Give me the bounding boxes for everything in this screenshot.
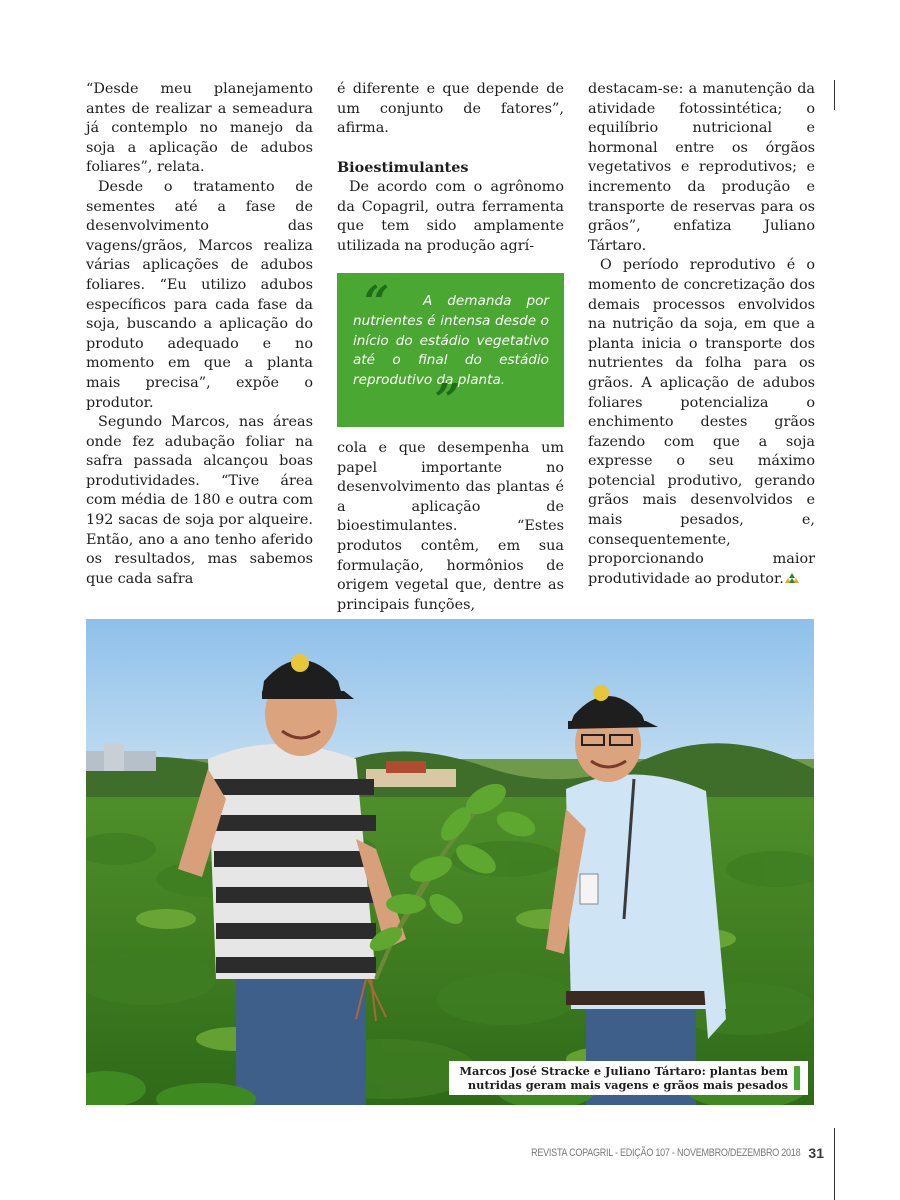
paragraph: De acordo com o agrônomo da Copagril, outra ferramenta que tem sido amplamente utilizada na produção agrí- [337,178,564,254]
magazine-issue-label: REVISTA COPAGRIL - EDIÇÃO 107 - NOVEMBRO/DEZEMBRO 2018 [531,1147,801,1159]
section-subheading: Bioestimulantes [337,159,469,177]
paragraph: Segundo Marcos, nas áreas onde fez adubação foliar na safra passada alcançou boas produtividades. “Tive área com média de 180 e outra com 192 sacas de soja por alqueire. Então, ano a ano tenho aferido os resultados, mas sabemos que cada safra [86,414,313,587]
photo-caption [449,1061,808,1095]
article-column-3 [588,80,815,589]
column-rule [834,80,835,110]
paragraph-final [588,256,815,589]
quote-close-icon: ” [434,375,460,426]
photo-illustration [86,619,814,1105]
paragraph: é diferente e que depende de um conjunto de fatores”, afirma. [337,81,564,137]
copagril-logo-icon [785,572,799,584]
paragraph: cola e que desempenha um papel importante no desenvolvimento das plantas é a aplicação de bioestimulantes. “Estes produtos contêm, em sua formulação, hormônios de origem vegetal que, dentre as principais funções, [337,440,564,613]
paragraph: Desde o tratamento de sementes até a fase de desenvolvimento das vagens/grãos, Marcos realiza várias aplicações de adubos foliares. “Eu utilizo adubos específicos para cada fase da soja, buscando a aplicação do produto adequado e no momento em que a planta mais precisa”, expõe o produtor. [86,178,313,411]
page-number: 31 [808,1145,824,1161]
article-column-1 [86,80,313,589]
caption-line: Marcos José Stracke e Juliano Tártaro: plantas bem [459,1064,788,1078]
caption-accent-bar [794,1066,800,1090]
quote-open-icon: “ [364,277,390,328]
paragraph: destacam-se: a manutenção da atividade fotossintética; o equilíbrio nutricional e hormonal entre os órgãos vegetativos e reprodutivos; e incremento da produção e transporte de reservas para os grãos”, enfatiza Juliano Tártaro. [588,81,815,254]
photo-farmers-soy-field [86,619,814,1105]
footer-rule [834,1128,835,1200]
article-column-2-continued [337,439,564,615]
article-column-2 [337,80,564,256]
paragraph: “Desde meu planejamento antes de realizar a semeadura já contemplo no manejo da soja a aplicação de adubos foliares”, relata. [86,81,313,176]
pull-quote [337,273,564,427]
page-footer [472,1138,824,1168]
paragraph-text: O período reprodutivo é o momento de concretização dos demais processos envolvidos na nutrição da soja, em que a planta inicia o transporte dos nutrientes da folha para os grãos. A aplicação de adubos foliares potencializa o enchimento destes grãos fazendo com que a soja expresse o seu máximo potencial produtivo, gerando grãos mais desenvolvidos e mais pesados, e, consequentemente, proporcionando maior produtividade ao produtor. [588,257,815,587]
pull-quote-text: A demanda por nutrientes é intensa desde o início do estádio vegetativo até o final do estádio reprodutivo da planta. [353,293,549,389]
caption-line: nutridas geram mais vagens e grãos mais pesados [467,1078,788,1092]
